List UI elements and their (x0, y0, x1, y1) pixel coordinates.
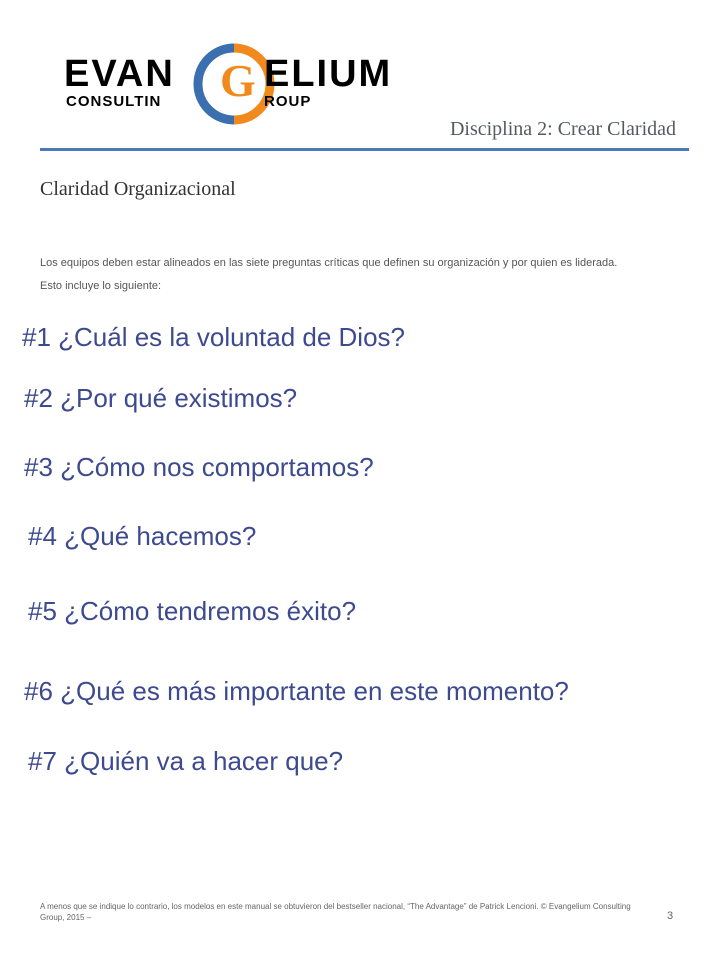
discipline-heading: Disciplina 2: Crear Claridad (449, 118, 676, 140)
page-number: 3 (667, 910, 674, 922)
footer-note: A menos que se indique lo contrario, los modelos en este manual se obtuvieron del bestseller nacional, “The Advantage” de Patrick Lencioni. © Evangelium Consulting Group, 2015 – (40, 902, 631, 922)
logo-subtext-right: ROUP (264, 93, 312, 110)
question-5: #5 ¿Cómo tendremos éxito? (28, 596, 357, 626)
logo-text-center: G (220, 55, 256, 106)
question-6: #6 ¿Qué es más importante en este momento? (24, 676, 569, 706)
question-3: #3 ¿Cómo nos comportamos? (24, 452, 374, 482)
header-divider (40, 148, 689, 151)
logo-subtext-left: CONSULTIN (66, 93, 162, 110)
question-4: #4 ¿Qué hacemos? (28, 521, 257, 551)
intro-text-line2: Esto incluye lo siguiente: (40, 280, 162, 292)
logo-text-left: EVAN (64, 53, 175, 95)
logo-text-right: ELIUM (264, 53, 393, 95)
question-7: #7 ¿Quién va a hacer que? (28, 746, 344, 776)
question-2: #2 ¿Por qué existimos? (24, 383, 298, 413)
intro-text-line1: Los equipos deben estar alineados en las siete preguntas críticas que definen su organización y por quien es liderada. (40, 257, 618, 269)
question-1: #1 ¿Cuál es la voluntad de Dios? (22, 322, 406, 352)
company-logo (62, 44, 393, 124)
logo-graphic (62, 44, 393, 124)
section-title: Claridad Organizacional (40, 178, 236, 200)
